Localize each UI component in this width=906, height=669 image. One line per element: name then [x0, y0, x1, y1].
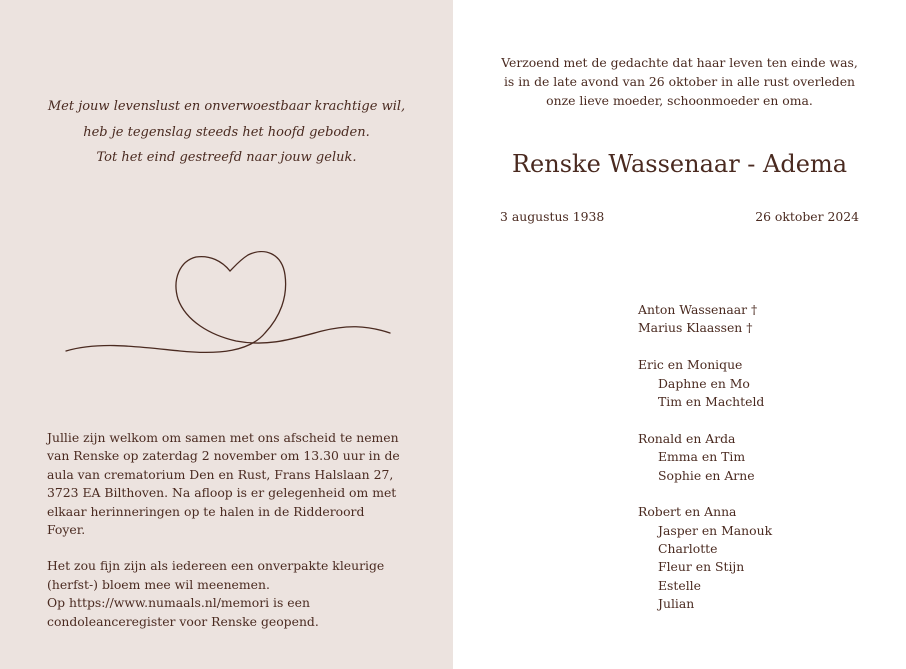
poem-line: heb je tegenslag steeds het hoofd geboden. [83, 124, 370, 140]
family-list [638, 301, 772, 614]
family-member-grandchild: Fleur en Stijn [658, 559, 745, 575]
family-member: Eric en Monique [638, 357, 743, 373]
family-member-grandchild: Julian [658, 596, 695, 612]
heart-line-drawing-icon [60, 235, 400, 365]
family-member: Marius Klaassen † [638, 320, 753, 336]
welcome-line: Jullie zijn welkom om samen met ons afscheid te nemen [47, 430, 399, 445]
condolence-line: Op https://www.numaals.nl/memori is een [47, 595, 310, 611]
intro-line: is in de late avond van 26 oktober in alle rust overleden [503, 73, 856, 89]
family-member-grandchild: Sophie en Arne [658, 467, 755, 483]
intro-line: Verzoend met de gedachte dat haar leven ten einde was, [501, 55, 858, 70]
welcome-text [47, 429, 405, 631]
family-member: Anton Wassenaar † [638, 302, 758, 317]
family-member-grandchild: Estelle [658, 577, 701, 593]
family-member: Ronald en Arda [638, 430, 736, 446]
poem-line: Met jouw levenslust en onverwoestbaar krachtige wil, [47, 99, 406, 114]
family-member-grandchild: Charlotte [658, 541, 718, 557]
family-member: Robert en Anna [638, 504, 737, 520]
deceased-name: Renske Wassenaar - Adema [511, 150, 848, 178]
family-spacer [638, 485, 772, 503]
family-member-grandchild: Tim en Machteld [658, 393, 765, 409]
intro-line: onze lieve moeder, schoonmoeder en oma. [546, 92, 813, 108]
family-spacer [638, 338, 772, 356]
intro-text [453, 54, 906, 110]
birth-date: 3 augustus 1938 [500, 209, 605, 224]
family-member-grandchild: Daphne en Mo [658, 375, 750, 391]
right-panel [453, 0, 906, 669]
death-date: 26 oktober 2024 [755, 209, 859, 224]
flowers-line: (herfst-) bloem mee wil meenemen. [47, 576, 270, 592]
family-member-grandchild: Emma en Tim [658, 449, 746, 465]
welcome-line: aula van crematorium Den en Rust, Frans Halslaan 27, [47, 466, 394, 482]
family-member-grandchild: Jasper en Manouk [658, 522, 773, 538]
flowers-line: Het zou fijn zijn als iedereen een onverpakte kleurige [47, 558, 385, 574]
welcome-line: van Renske op zaterdag 2 november om 13.30 uur in de [47, 448, 400, 464]
poem [0, 94, 453, 171]
family-spacer [638, 411, 772, 429]
welcome-line: elkaar herinneringen op te halen in de Ridderoord Foyer. [47, 503, 365, 538]
poem-line: Tot het eind gestreefd naar jouw geluk. [96, 150, 357, 165]
welcome-line: 3723 EA Bilthoven. Na afloop is er gelegenheid om met [47, 485, 397, 501]
condolence-line: condoleanceregister voor Renske geopend. [47, 613, 319, 629]
